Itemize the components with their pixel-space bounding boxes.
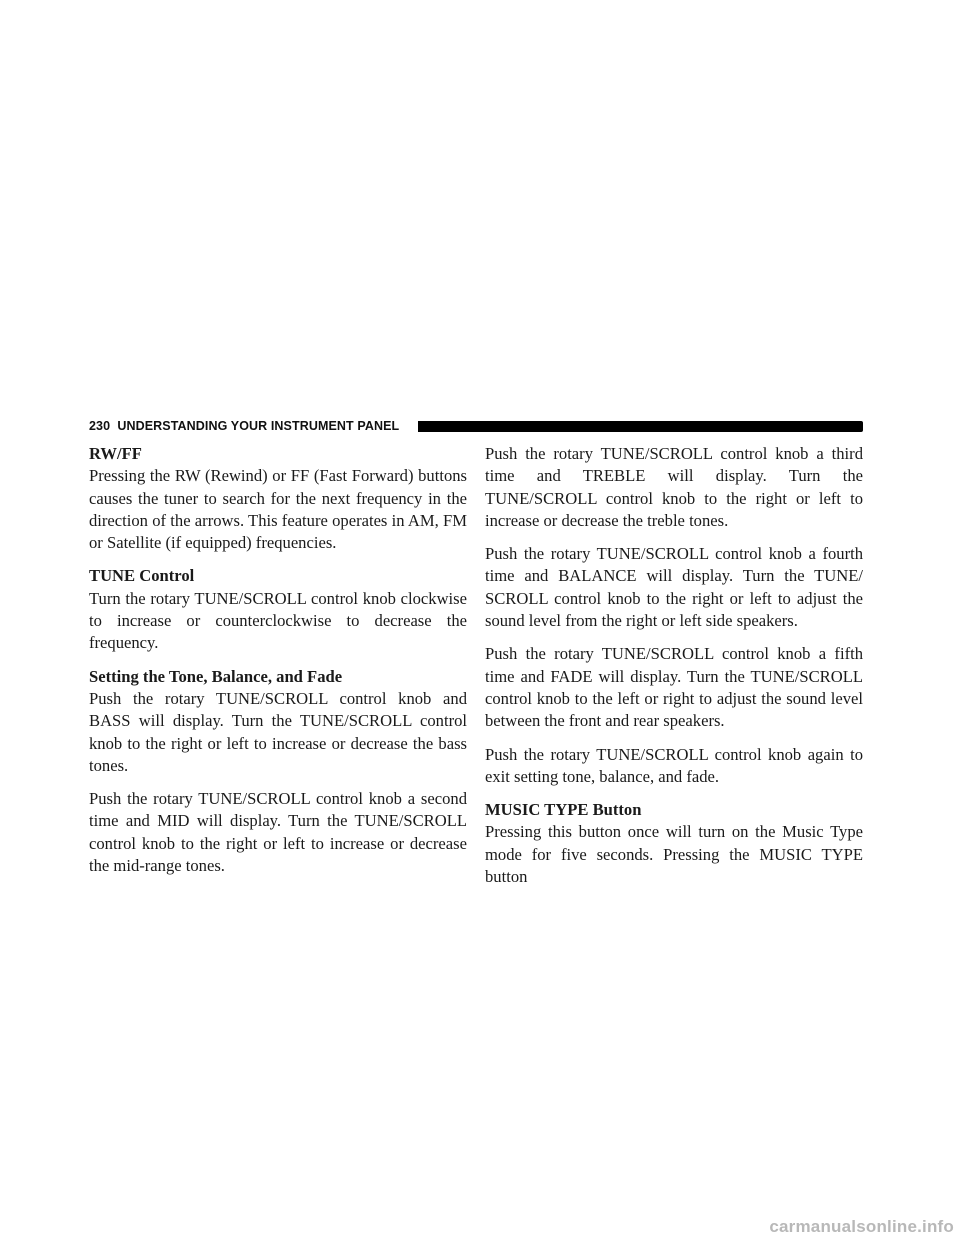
- paragraph-bass: Push the rotary TUNE/SCROLL control knob and BASS will display. Turn the TUNE/SCROLL control knob to the right or left to increase or decrease the bass tones.: [89, 688, 467, 775]
- left-column: [89, 443, 467, 888]
- heading-tone-balance-fade: Setting the Tone, Balance, and Fade: [89, 666, 343, 686]
- paragraph-fade: Push the rotary TUNE/SCROLL control knob a fifth time and FADE will display. Turn the TUNE/SCROLL control knob to the left or right to adjust the sound level between the front and rear speakers.: [485, 644, 863, 731]
- watermark-text: carmanualsonline.info: [769, 1217, 954, 1236]
- page-header-text: [89, 419, 399, 433]
- paragraph-treble: Push the rotary TUNE/SCROLL control knob a third time and TREBLE will display. Turn the TUNE/SCROLL control knob to the right or left to increase or decrease the treble tones.: [485, 444, 863, 530]
- paragraph-exit: Push the rotary TUNE/SCROLL control knob again to exit setting tone, balance, and fade.: [485, 744, 863, 786]
- paragraph-tune-control: Turn the rotary TUNE/SCROLL control knob clockwise to increase or counterclockwise to decrease the frequency.: [89, 588, 467, 653]
- paragraph-rw-ff: Pressing the RW (Rewind) or FF (Fast Forward) buttons causes the tuner to search for the next frequency in the direction of the arrows. This feature operates in AM, FM or Satellite (if equipped) frequencies.: [89, 466, 467, 553]
- page-number: 230: [89, 419, 111, 433]
- right-column: [485, 443, 863, 899]
- heading-tune-control: TUNE Control: [89, 566, 195, 586]
- paragraph-music-type: Pressing this button once will turn on the Music Type mode for five seconds. Pressing the MUSIC TYPE button: [485, 822, 863, 887]
- section-title: UNDERSTANDING YOUR INSTRUMENT PANEL: [117, 419, 400, 433]
- header-rule-bar: [418, 421, 863, 432]
- heading-rw-ff: RW/FF: [89, 444, 142, 463]
- heading-music-type: MUSIC TYPE Button: [485, 800, 642, 820]
- page-header: [89, 417, 863, 437]
- paragraph-balance: Push the rotary TUNE/SCROLL control knob a fourth time and BALANCE will display. Turn the TUNE/ SCROLL control knob to the right or left to adjust the sound level from the right or left side speakers.: [485, 544, 863, 631]
- paragraph-mid: Push the rotary TUNE/SCROLL control knob a second time and MID will display. Turn the TUNE/SCROLL control knob to the right or left to increase or decrease the mid-range tones.: [89, 789, 467, 876]
